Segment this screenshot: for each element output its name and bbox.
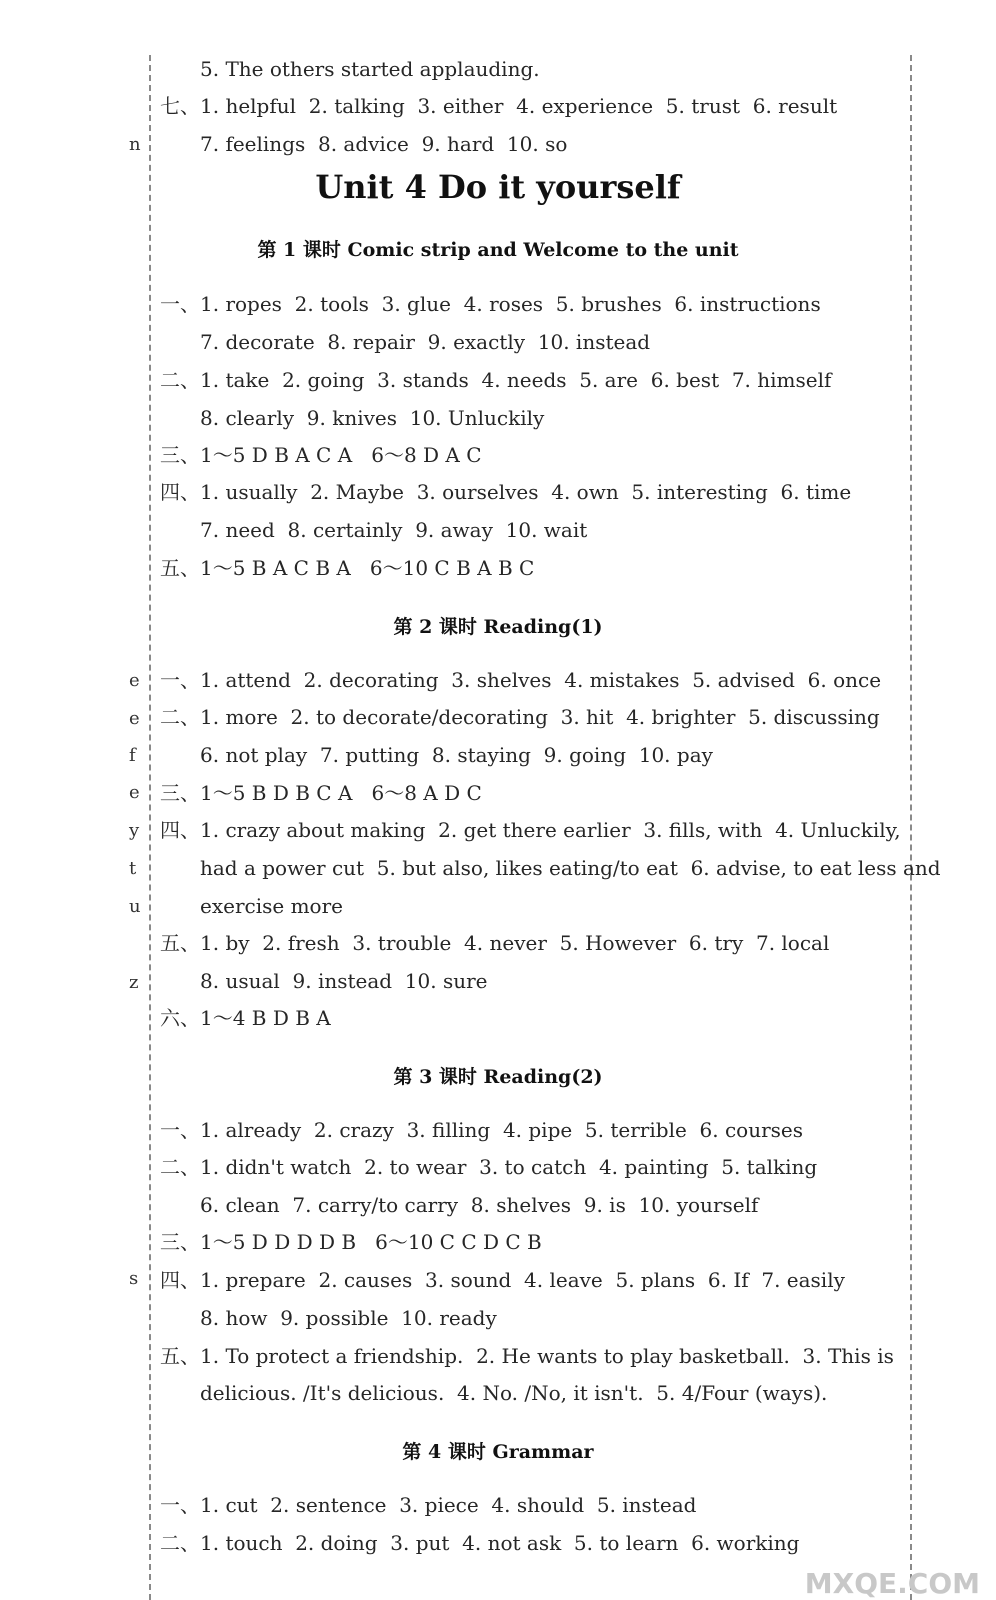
- margin-char: e: [129, 782, 140, 803]
- answer-line: 三、1～5 D D D D B 6～10 C C D C B: [160, 1230, 542, 1254]
- right-binding-line: [910, 55, 912, 1600]
- lesson-title: 第 4 课时 Grammar: [402, 1441, 594, 1463]
- answer-line: 二、1. take 2. going 3. stands 4. needs 5. are 6. best 7. himself: [160, 368, 832, 392]
- margin-char: t: [129, 858, 137, 879]
- lesson-title: 第 1 课时 Comic strip and Welcome to the unit: [257, 239, 739, 261]
- answer-line: 8. clearly 9. knives 10. Unluckily: [200, 406, 545, 430]
- answer-line: 四、1. crazy about making 2. get there earlier 3. fills, with 4. Unluckily,: [160, 818, 901, 842]
- answer-line: 6. clean 7. carry/to carry 8. shelves 9. is 10. yourself: [200, 1193, 759, 1217]
- answer-line: 七、1. helpful 2. talking 3. either 4. experience 5. trust 6. result: [160, 94, 838, 118]
- answer-line: exercise more: [200, 894, 343, 918]
- answer-line: 五、1～5 B A C B A 6～10 C B A B C: [160, 556, 535, 580]
- margin-char: s: [129, 1268, 139, 1289]
- answer-line: 7. decorate 8. repair 9. exactly 10. instead: [200, 330, 651, 354]
- answer-line: 三、1～5 D B A C A 6～8 D A C: [160, 443, 482, 467]
- margin-char: z: [129, 972, 139, 993]
- answer-line: 一、1. attend 2. decorating 3. shelves 4. mistakes 5. advised 6. once: [160, 668, 882, 692]
- answer-line: 6. not play 7. putting 8. staying 9. going 10. pay: [200, 743, 713, 767]
- answer-line: 二、1. touch 2. doing 3. put 4. not ask 5. to learn 6. working: [160, 1531, 800, 1555]
- margin-char: n: [129, 134, 141, 155]
- margin-char: y: [129, 820, 140, 841]
- unit-title: Unit 4 Do it yourself: [315, 168, 681, 206]
- lesson-title: 第 3 课时 Reading(2): [393, 1066, 603, 1088]
- watermark: MXQE.COM: [804, 1567, 980, 1600]
- answer-line: 四、1. prepare 2. causes 3. sound 4. leave 5. plans 6. If 7. easily: [160, 1268, 845, 1292]
- answer-line: 8. how 9. possible 10. ready: [200, 1306, 497, 1330]
- margin-char: u: [129, 896, 141, 917]
- left-binding-line: [149, 55, 151, 1600]
- answer-line: 7. feelings 8. advice 9. hard 10. so: [200, 132, 568, 156]
- margin-char: f: [129, 745, 136, 766]
- answer-line: delicious. /It's delicious. 4. No. /No, it isn't. 5. 4/Four (ways).: [200, 1381, 828, 1405]
- lesson-title: 第 2 课时 Reading(1): [393, 616, 603, 638]
- margin-char: e: [129, 670, 140, 691]
- answer-line: 三、1～5 B D B C A 6～8 A D C: [160, 781, 482, 805]
- answer-line: 一、1. cut 2. sentence 3. piece 4. should 5. instead: [160, 1493, 697, 1517]
- answer-line: 六、1～4 B D B A: [160, 1006, 331, 1030]
- answer-line: 7. need 8. certainly 9. away 10. wait: [200, 518, 588, 542]
- answer-line: 一、1. ropes 2. tools 3. glue 4. roses 5. brushes 6. instructions: [160, 292, 821, 316]
- answer-line: 二、1. more 2. to decorate/decorating 3. hit 4. brighter 5. discussing: [160, 705, 880, 729]
- answer-line: 5. The others started applauding.: [200, 57, 540, 81]
- answer-line: 四、1. usually 2. Maybe 3. ourselves 4. own 5. interesting 6. time: [160, 480, 852, 504]
- answer-line: 一、1. already 2. crazy 3. filling 4. pipe 5. terrible 6. courses: [160, 1118, 803, 1142]
- answer-line: 五、1. by 2. fresh 3. trouble 4. never 5. However 6. try 7. local: [160, 931, 830, 955]
- answer-line: 五、1. To protect a friendship. 2. He wants to play basketball. 3. This is: [160, 1344, 894, 1368]
- margin-char: e: [129, 708, 140, 729]
- answer-line: had a power cut 5. but also, likes eating/to eat 6. advise, to eat less and: [200, 856, 941, 880]
- answer-line: 8. usual 9. instead 10. sure: [200, 969, 488, 993]
- answer-line: 二、1. didn't watch 2. to wear 3. to catch 4. painting 5. talking: [160, 1155, 818, 1179]
